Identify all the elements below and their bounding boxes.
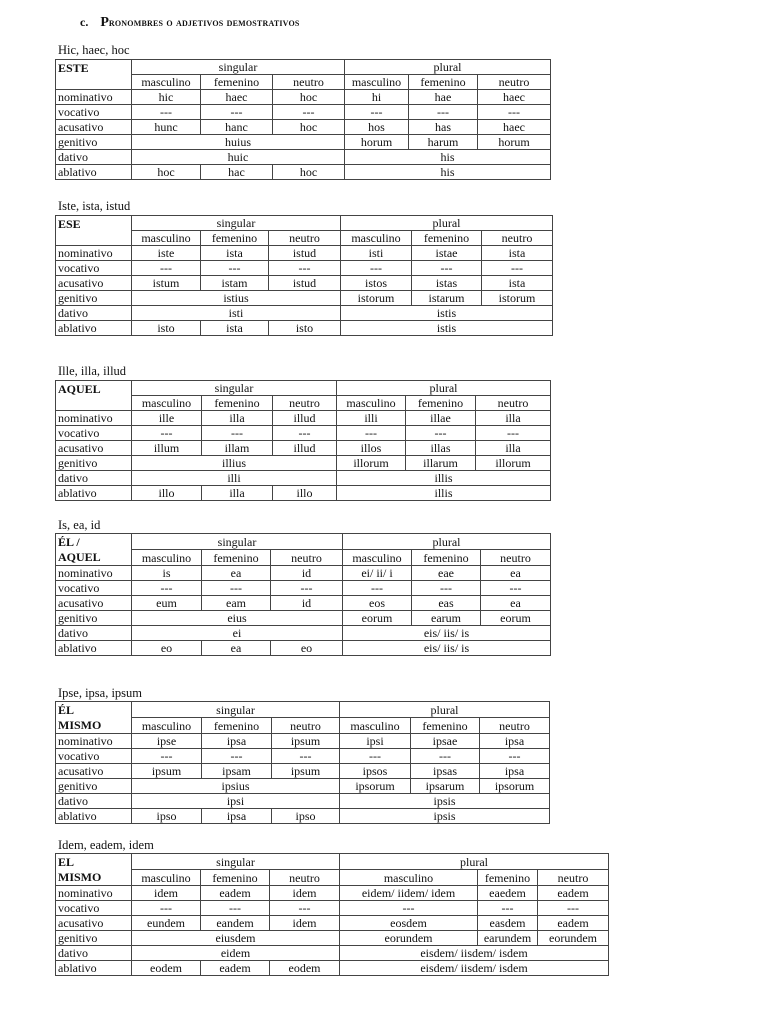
- ablativo-sg-f: hac: [201, 165, 273, 180]
- ablativo-pl: eis/ iis/ is: [343, 641, 551, 656]
- nominativo-sg-n: ipsum: [272, 734, 340, 749]
- genitivo-label: genitivo: [56, 135, 132, 150]
- genitivo-label: genitivo: [56, 456, 132, 471]
- masculino-header: masculino: [132, 718, 202, 734]
- acusativo-label: acusativo: [56, 916, 132, 931]
- nominativo-sg-m: hic: [132, 90, 201, 105]
- vocativo-pl-f: ---: [406, 426, 476, 441]
- dativo-pl: istis: [341, 306, 553, 321]
- dativo-pl: his: [345, 150, 551, 165]
- ablativo-sg-f: ea: [202, 641, 271, 656]
- ablativo-sg-n: eodem: [270, 961, 340, 976]
- acusativo-pl-m: illos: [337, 441, 406, 456]
- ablativo-sg-m: ipso: [132, 809, 202, 824]
- dativo-label: dativo: [56, 306, 132, 321]
- vocativo-pl-m: ---: [341, 261, 412, 276]
- declension-table: [55, 59, 551, 180]
- genitivo-sg: eius: [132, 611, 343, 626]
- genitivo-pl-f: earum: [412, 611, 481, 626]
- acusativo-label: acusativo: [56, 764, 132, 779]
- dativo-pl: eisdem/ iisdem/ isdem: [340, 946, 609, 961]
- dativo-label: dativo: [56, 626, 132, 641]
- vocativo-sg-m: ---: [132, 749, 202, 764]
- nominativo-sg-n: illud: [273, 411, 337, 426]
- masculino-header: masculino: [340, 718, 411, 734]
- nominativo-pl-m: ei/ ii/ i: [343, 566, 412, 581]
- nominativo-pl-f: ipsae: [411, 734, 480, 749]
- nominativo-label: nominativo: [56, 566, 132, 581]
- acusativo-sg-m: istum: [132, 276, 201, 291]
- genitivo-pl-n: eorum: [481, 611, 551, 626]
- femenino-header: femenino: [412, 231, 482, 246]
- section-title-rest: ronombres o adjetivos demostrativos: [108, 15, 300, 29]
- nominativo-pl-f: eae: [412, 566, 481, 581]
- dativo-sg: illi: [132, 471, 337, 486]
- acusativo-pl-n: haec: [478, 120, 551, 135]
- singular-header: singular: [132, 854, 340, 870]
- acusativo-pl-f: has: [409, 120, 478, 135]
- acusativo-sg-m: ipsum: [132, 764, 202, 779]
- genitivo-label: genitivo: [56, 291, 132, 306]
- ablativo-sg-m: eodem: [132, 961, 201, 976]
- plural-header: plural: [345, 60, 551, 75]
- ablativo-label: ablativo: [56, 809, 132, 824]
- genitivo-sg: eiusdem: [132, 931, 340, 946]
- neutro-header: neutro: [538, 870, 609, 886]
- nominativo-sg-n: hoc: [273, 90, 345, 105]
- vocativo-sg-m: ---: [132, 426, 202, 441]
- nominativo-sg-f: eadem: [201, 886, 270, 901]
- neutro-header: neutro: [481, 550, 551, 566]
- acusativo-pl-f: istas: [412, 276, 482, 291]
- acusativo-pl-m: eosdem: [340, 916, 478, 931]
- genitivo-label: genitivo: [56, 931, 132, 946]
- acusativo-sg-f: illam: [202, 441, 273, 456]
- table-label: [56, 534, 132, 566]
- ablativo-sg-f: illa: [202, 486, 273, 501]
- dativo-sg: huic: [132, 150, 345, 165]
- nominativo-sg-f: ista: [201, 246, 269, 261]
- table-label-line: ESE: [58, 217, 81, 231]
- vocativo-pl-m: ---: [340, 749, 411, 764]
- acusativo-sg-f: eandem: [201, 916, 270, 931]
- genitivo-pl-f: ipsarum: [411, 779, 480, 794]
- acusativo-pl-m: ipsos: [340, 764, 411, 779]
- acusativo-sg-m: eum: [132, 596, 202, 611]
- masculino-header: masculino: [345, 75, 409, 90]
- acusativo-pl-m: istos: [341, 276, 412, 291]
- femenino-header: femenino: [406, 396, 476, 411]
- femenino-header: femenino: [201, 75, 273, 90]
- declension-table: [55, 380, 551, 501]
- ablativo-sg-m: isto: [132, 321, 201, 336]
- masculino-header: masculino: [132, 870, 201, 886]
- neutro-header: neutro: [270, 870, 340, 886]
- dativo-pl: eis/ iis/ is: [343, 626, 551, 641]
- femenino-header: femenino: [202, 550, 271, 566]
- ablativo-label: ablativo: [56, 961, 132, 976]
- femenino-header: femenino: [201, 870, 270, 886]
- table-caption: Ille, illa, illud: [58, 364, 127, 378]
- nominativo-pl-f: istae: [412, 246, 482, 261]
- acusativo-sg-n: istud: [269, 276, 341, 291]
- dativo-label: dativo: [56, 471, 132, 486]
- vocativo-sg-n: ---: [273, 426, 337, 441]
- acusativo-sg-f: ipsam: [202, 764, 272, 779]
- vocativo-sg-m: ---: [132, 105, 201, 120]
- nominativo-sg-m: idem: [132, 886, 201, 901]
- table-caption: Hic, haec, hoc: [58, 43, 130, 57]
- acusativo-sg-n: hoc: [273, 120, 345, 135]
- plural-header: plural: [340, 854, 609, 870]
- dativo-sg: ei: [132, 626, 343, 641]
- genitivo-label: genitivo: [56, 611, 132, 626]
- nominativo-pl-n: ea: [481, 566, 551, 581]
- genitivo-pl-m: istorum: [341, 291, 412, 306]
- nominativo-pl-f: illae: [406, 411, 476, 426]
- plural-header: plural: [340, 702, 550, 718]
- ablativo-sg-n: isto: [269, 321, 341, 336]
- vocativo-pl-n: ---: [476, 426, 551, 441]
- vocativo-pl-f: ---: [411, 749, 480, 764]
- vocativo-pl-m: ---: [343, 581, 412, 596]
- table-label: [56, 60, 132, 90]
- dativo-label: dativo: [56, 150, 132, 165]
- vocativo-sg-f: ---: [202, 426, 273, 441]
- acusativo-pl-n: ipsa: [480, 764, 550, 779]
- genitivo-label: genitivo: [56, 779, 132, 794]
- nominativo-sg-m: is: [132, 566, 202, 581]
- genitivo-pl-n: istorum: [482, 291, 553, 306]
- nominativo-sg-m: ille: [132, 411, 202, 426]
- vocativo-pl-n: ---: [480, 749, 550, 764]
- nominativo-label: nominativo: [56, 246, 132, 261]
- nominativo-pl-f: eaedem: [478, 886, 538, 901]
- vocativo-sg-n: ---: [272, 749, 340, 764]
- masculino-header: masculino: [343, 550, 412, 566]
- acusativo-pl-m: eos: [343, 596, 412, 611]
- femenino-header: femenino: [409, 75, 478, 90]
- acusativo-label: acusativo: [56, 441, 132, 456]
- acusativo-label: acusativo: [56, 276, 132, 291]
- genitivo-sg: illius: [132, 456, 337, 471]
- vocativo-pl-m: ---: [340, 901, 478, 916]
- plural-header: plural: [341, 216, 553, 231]
- singular-header: singular: [132, 216, 341, 231]
- dativo-label: dativo: [56, 794, 132, 809]
- neutro-header: neutro: [272, 718, 340, 734]
- vocativo-pl-m: ---: [345, 105, 409, 120]
- acusativo-pl-f: easdem: [478, 916, 538, 931]
- neutro-header: neutro: [480, 718, 550, 734]
- femenino-header: femenino: [202, 396, 273, 411]
- vocativo-label: vocativo: [56, 426, 132, 441]
- femenino-header: femenino: [201, 231, 269, 246]
- section-title-initial: P: [100, 15, 109, 30]
- genitivo-pl-m: eorum: [343, 611, 412, 626]
- vocativo-sg-f: ---: [202, 749, 272, 764]
- femenino-header: femenino: [478, 870, 538, 886]
- nominativo-pl-n: eadem: [538, 886, 609, 901]
- ablativo-pl: eisdem/ iisdem/ isdem: [340, 961, 609, 976]
- genitivo-pl-n: eorundem: [538, 931, 609, 946]
- nominativo-sg-f: ipsa: [202, 734, 272, 749]
- ablativo-label: ablativo: [56, 486, 132, 501]
- nominativo-sg-n: idem: [270, 886, 340, 901]
- ablativo-sg-m: hoc: [132, 165, 201, 180]
- acusativo-pl-m: hos: [345, 120, 409, 135]
- nominativo-label: nominativo: [56, 411, 132, 426]
- acusativo-pl-n: eadem: [538, 916, 609, 931]
- singular-header: singular: [132, 60, 345, 75]
- genitivo-sg: istius: [132, 291, 341, 306]
- ablativo-sg-f: eadem: [201, 961, 270, 976]
- acusativo-sg-f: eam: [202, 596, 271, 611]
- genitivo-sg: huius: [132, 135, 345, 150]
- table-label-line: ÉL: [58, 703, 75, 717]
- vocativo-label: vocativo: [56, 901, 132, 916]
- table-caption: Is, ea, id: [58, 518, 101, 532]
- vocativo-label: vocativo: [56, 261, 132, 276]
- ablativo-sg-m: eo: [132, 641, 202, 656]
- table-label: [56, 381, 132, 411]
- declension-table: [55, 701, 550, 824]
- table-label-line: MISMO: [58, 718, 102, 732]
- vocativo-pl-n: ---: [478, 105, 551, 120]
- nominativo-sg-m: ipse: [132, 734, 202, 749]
- ablativo-sg-f: ista: [201, 321, 269, 336]
- vocativo-sg-f: ---: [201, 105, 273, 120]
- femenino-header: femenino: [202, 718, 272, 734]
- nominativo-pl-f: hae: [409, 90, 478, 105]
- ablativo-sg-n: ipso: [272, 809, 340, 824]
- vocativo-pl-f: ---: [478, 901, 538, 916]
- masculino-header: masculino: [132, 231, 201, 246]
- vocativo-pl-f: ---: [412, 581, 481, 596]
- nominativo-sg-f: illa: [202, 411, 273, 426]
- vocativo-sg-n: ---: [271, 581, 343, 596]
- table-label-line: ESTE: [58, 61, 89, 75]
- vocativo-sg-f: ---: [201, 901, 270, 916]
- masculino-header: masculino: [337, 396, 406, 411]
- masculino-header: masculino: [132, 550, 202, 566]
- acusativo-sg-m: hunc: [132, 120, 201, 135]
- table-label-line: EL: [58, 855, 75, 869]
- acusativo-sg-m: illum: [132, 441, 202, 456]
- ablativo-pl: ipsis: [340, 809, 550, 824]
- ablativo-label: ablativo: [56, 641, 132, 656]
- genitivo-pl-f: harum: [409, 135, 478, 150]
- femenino-header: femenino: [411, 718, 480, 734]
- table-label-line: AQUEL: [58, 382, 101, 396]
- acusativo-pl-f: ipsas: [411, 764, 480, 779]
- dativo-sg: eidem: [132, 946, 340, 961]
- genitivo-pl-f: istarum: [412, 291, 482, 306]
- vocativo-label: vocativo: [56, 749, 132, 764]
- vocativo-label: vocativo: [56, 105, 132, 120]
- acusativo-pl-f: eas: [412, 596, 481, 611]
- ablativo-pl: his: [345, 165, 551, 180]
- nominativo-pl-n: haec: [478, 90, 551, 105]
- plural-header: plural: [337, 381, 551, 396]
- table-caption: Iste, ista, istud: [58, 199, 131, 213]
- dativo-sg: isti: [132, 306, 341, 321]
- genitivo-pl-m: ipsorum: [340, 779, 411, 794]
- acusativo-pl-f: illas: [406, 441, 476, 456]
- acusativo-sg-f: istam: [201, 276, 269, 291]
- ablativo-label: ablativo: [56, 321, 132, 336]
- section-heading: [80, 15, 300, 31]
- vocativo-pl-n: ---: [481, 581, 551, 596]
- neutro-header: neutro: [271, 550, 343, 566]
- genitivo-pl-n: horum: [478, 135, 551, 150]
- genitivo-pl-m: eorundem: [340, 931, 478, 946]
- nominativo-pl-n: ista: [482, 246, 553, 261]
- acusativo-sg-n: ipsum: [272, 764, 340, 779]
- acusativo-sg-m: eundem: [132, 916, 201, 931]
- ablativo-sg-n: hoc: [273, 165, 345, 180]
- acusativo-sg-n: id: [271, 596, 343, 611]
- vocativo-pl-f: ---: [409, 105, 478, 120]
- nominativo-label: nominativo: [56, 734, 132, 749]
- dativo-sg: ipsi: [132, 794, 340, 809]
- acusativo-pl-n: illa: [476, 441, 551, 456]
- ablativo-sg-n: illo: [273, 486, 337, 501]
- vocativo-sg-n: ---: [273, 105, 345, 120]
- section-letter: c.: [80, 15, 89, 29]
- nominativo-label: nominativo: [56, 886, 132, 901]
- vocativo-label: vocativo: [56, 581, 132, 596]
- genitivo-pl-m: horum: [345, 135, 409, 150]
- ablativo-pl: istis: [341, 321, 553, 336]
- masculino-header: masculino: [132, 396, 202, 411]
- nominativo-sg-n: id: [271, 566, 343, 581]
- acusativo-label: acusativo: [56, 596, 132, 611]
- table-label-line: ÉL /: [58, 535, 80, 549]
- genitivo-pl-n: illorum: [476, 456, 551, 471]
- neutro-header: neutro: [273, 75, 345, 90]
- genitivo-sg: ipsius: [132, 779, 340, 794]
- nominativo-pl-m: illi: [337, 411, 406, 426]
- ablativo-label: ablativo: [56, 165, 132, 180]
- nominativo-pl-m: hi: [345, 90, 409, 105]
- declension-table: [55, 853, 609, 976]
- ablativo-pl: illis: [337, 486, 551, 501]
- vocativo-sg-m: ---: [132, 261, 201, 276]
- acusativo-pl-n: ea: [481, 596, 551, 611]
- masculino-header: masculino: [341, 231, 412, 246]
- nominativo-label: nominativo: [56, 90, 132, 105]
- acusativo-sg-n: idem: [270, 916, 340, 931]
- nominativo-sg-n: istud: [269, 246, 341, 261]
- declension-table: [55, 533, 551, 656]
- table-caption: Ipse, ipsa, ipsum: [58, 686, 143, 700]
- singular-header: singular: [132, 381, 337, 396]
- nominativo-pl-n: ipsa: [480, 734, 550, 749]
- vocativo-sg-f: ---: [201, 261, 269, 276]
- vocativo-sg-n: ---: [269, 261, 341, 276]
- vocativo-pl-n: ---: [538, 901, 609, 916]
- vocativo-pl-f: ---: [412, 261, 482, 276]
- ablativo-sg-m: illo: [132, 486, 202, 501]
- acusativo-label: acusativo: [56, 120, 132, 135]
- acusativo-sg-n: illud: [273, 441, 337, 456]
- table-label-line: AQUEL: [58, 550, 101, 564]
- ablativo-sg-n: eo: [271, 641, 343, 656]
- masculino-header: masculino: [132, 75, 201, 90]
- table-label: [56, 854, 132, 886]
- nominativo-pl-m: eidem/ iidem/ idem: [340, 886, 478, 901]
- table-label-line: MISMO: [58, 870, 102, 884]
- nominativo-pl-n: illa: [476, 411, 551, 426]
- neutro-header: neutro: [273, 396, 337, 411]
- singular-header: singular: [132, 534, 343, 550]
- table-label: [56, 702, 132, 734]
- nominativo-pl-m: ipsi: [340, 734, 411, 749]
- masculino-header: masculino: [340, 870, 478, 886]
- dativo-pl: illis: [337, 471, 551, 486]
- nominativo-sg-m: iste: [132, 246, 201, 261]
- vocativo-sg-f: ---: [202, 581, 271, 596]
- nominativo-pl-m: isti: [341, 246, 412, 261]
- genitivo-pl-f: earundem: [478, 931, 538, 946]
- ablativo-sg-f: ipsa: [202, 809, 272, 824]
- nominativo-sg-f: haec: [201, 90, 273, 105]
- neutro-header: neutro: [478, 75, 551, 90]
- table-caption: Idem, eadem, idem: [58, 838, 154, 852]
- neutro-header: neutro: [269, 231, 341, 246]
- vocativo-sg-m: ---: [132, 581, 202, 596]
- genitivo-pl-f: illarum: [406, 456, 476, 471]
- vocativo-pl-m: ---: [337, 426, 406, 441]
- table-label: [56, 216, 132, 246]
- genitivo-pl-m: illorum: [337, 456, 406, 471]
- vocativo-pl-n: ---: [482, 261, 553, 276]
- femenino-header: femenino: [412, 550, 481, 566]
- singular-header: singular: [132, 702, 340, 718]
- vocativo-sg-m: ---: [132, 901, 201, 916]
- neutro-header: neutro: [476, 396, 551, 411]
- declension-table: [55, 215, 553, 336]
- plural-header: plural: [343, 534, 551, 550]
- nominativo-sg-f: ea: [202, 566, 271, 581]
- dativo-label: dativo: [56, 946, 132, 961]
- dativo-pl: ipsis: [340, 794, 550, 809]
- acusativo-sg-f: hanc: [201, 120, 273, 135]
- neutro-header: neutro: [482, 231, 553, 246]
- genitivo-pl-n: ipsorum: [480, 779, 550, 794]
- acusativo-pl-n: ista: [482, 276, 553, 291]
- vocativo-sg-n: ---: [270, 901, 340, 916]
